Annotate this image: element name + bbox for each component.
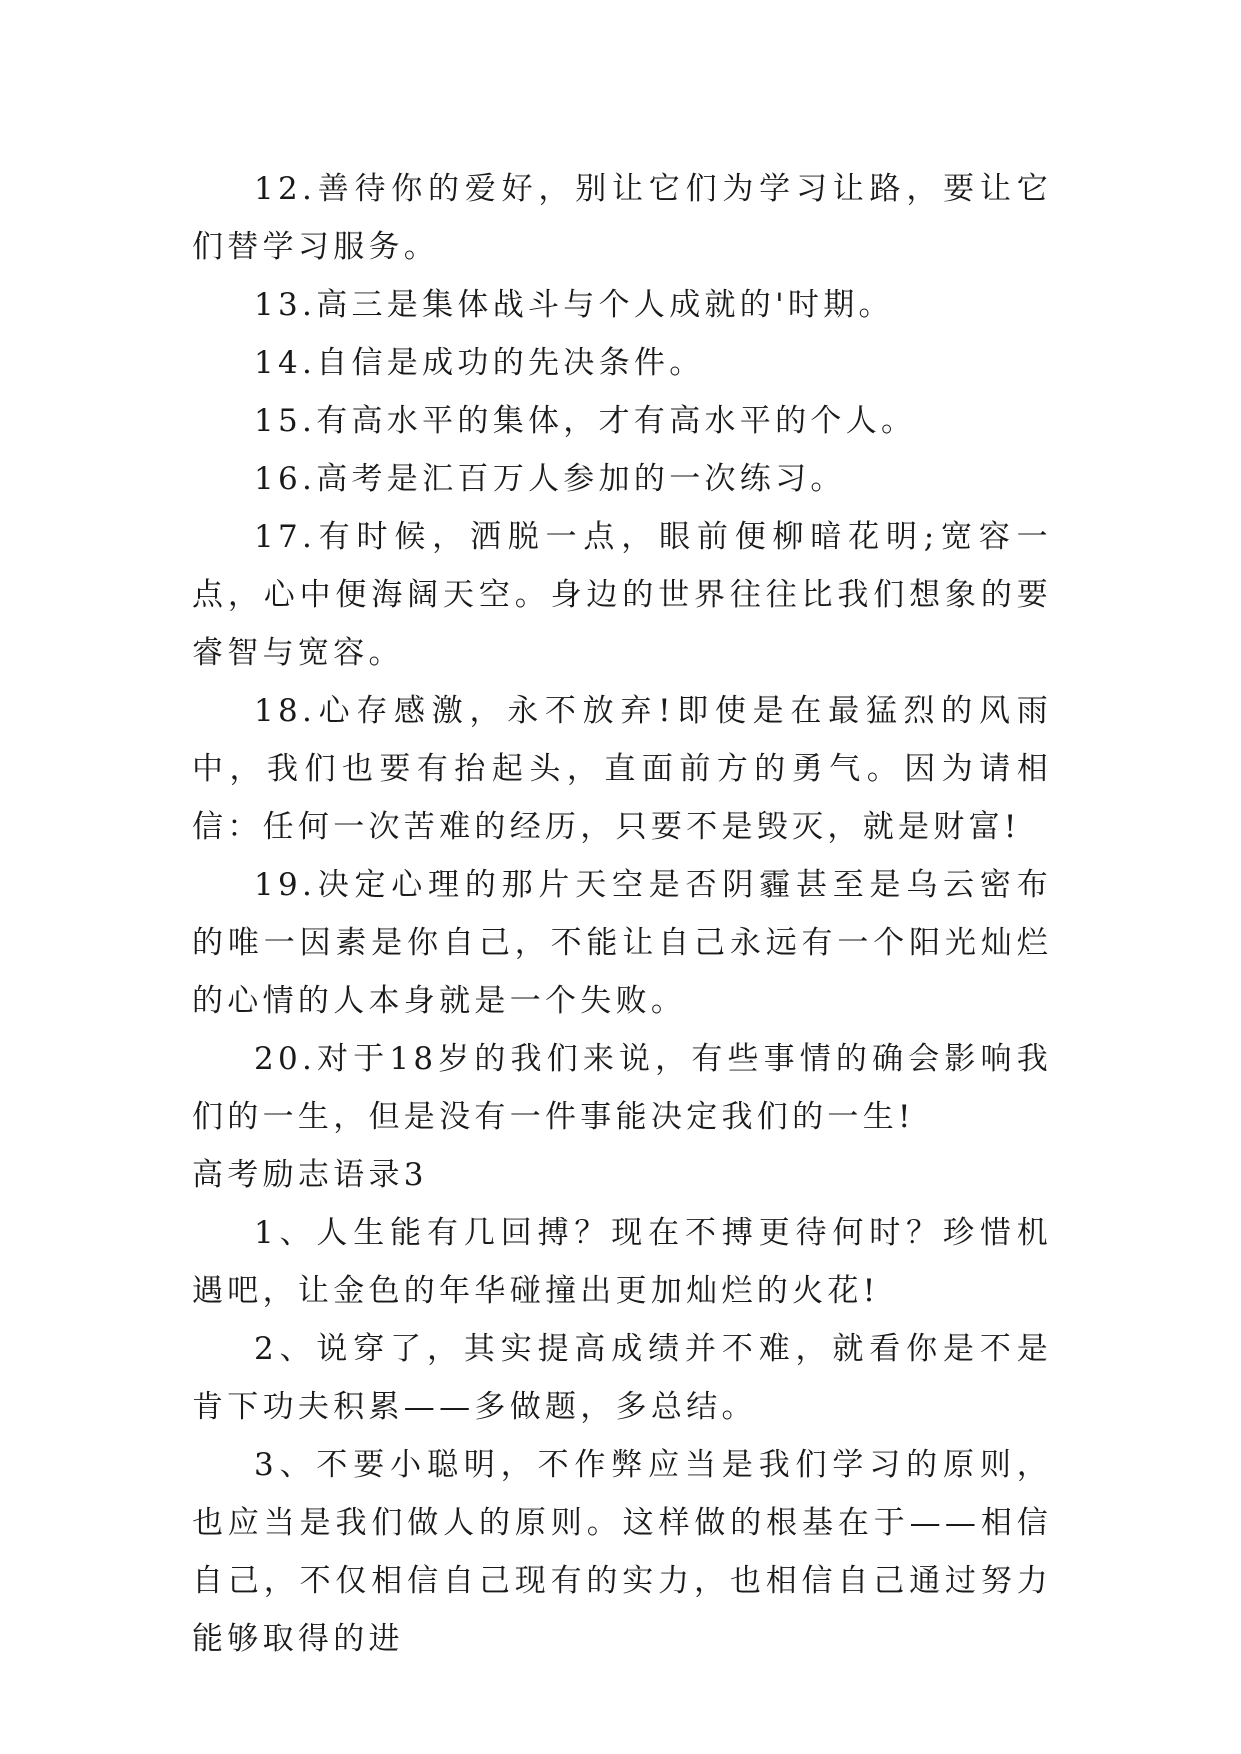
- quote-1: 1、人生能有几回搏？现在不搏更待何时？珍惜机遇吧，让金色的年华碰撞出更加灿烂的火花!: [192, 1215, 1052, 1309]
- paragraph-18: 18.心存感激，永不放弃!即使是在最猛烈的风雨中，我们也要有抬起头，直面前方的勇气。因为请相信：任何一次苦难的经历，只要不是毁灭，就是财富!: [192, 693, 1052, 845]
- section-heading: 高考励志语录3: [192, 1157, 428, 1193]
- paragraph-16: 16.高考是汇百万人参加的一次练习。: [254, 461, 846, 497]
- paragraph-12: 12.善待你的爱好，别让它们为学习让路，要让它们替学习服务。: [192, 171, 1052, 265]
- paragraph-20: 20.对于18岁的我们来说，有些事情的确会影响我们的一生，但是没有一件事能决定我们的一生!: [192, 1041, 1052, 1135]
- paragraph-13: 13.高三是集体战斗与个人成就的'时期。: [254, 287, 894, 323]
- paragraph-19: 19.决定心理的那片天空是否阴霾甚至是乌云密布的唯一因素是你自己，不能让自己永远有一个阳光灿烂的心情的人本身就是一个失败。: [192, 867, 1052, 1019]
- paragraph-14: 14.自信是成功的先决条件。: [254, 345, 705, 381]
- paragraph-15: 15.有高水平的集体，才有高水平的个人。: [254, 403, 917, 439]
- quote-3: 3、不要小聪明，不作弊应当是我们学习的原则，也应当是我们做人的原则。这样做的根基在于——相信自己，不仅相信自己现有的实力，也相信自己通过努力能够取得的进: [192, 1447, 1052, 1657]
- document-body: [192, 160, 1052, 1668]
- paragraph-17: 17.有时候，洒脱一点，眼前便柳暗花明;宽容一点，心中便海阔天空。身边的世界往往比我们想象的要睿智与宽容。: [192, 519, 1052, 671]
- quote-2: 2、说穿了，其实提高成绩并不难，就看你是不是肯下功夫积累——多做题，多总结。: [192, 1331, 1052, 1425]
